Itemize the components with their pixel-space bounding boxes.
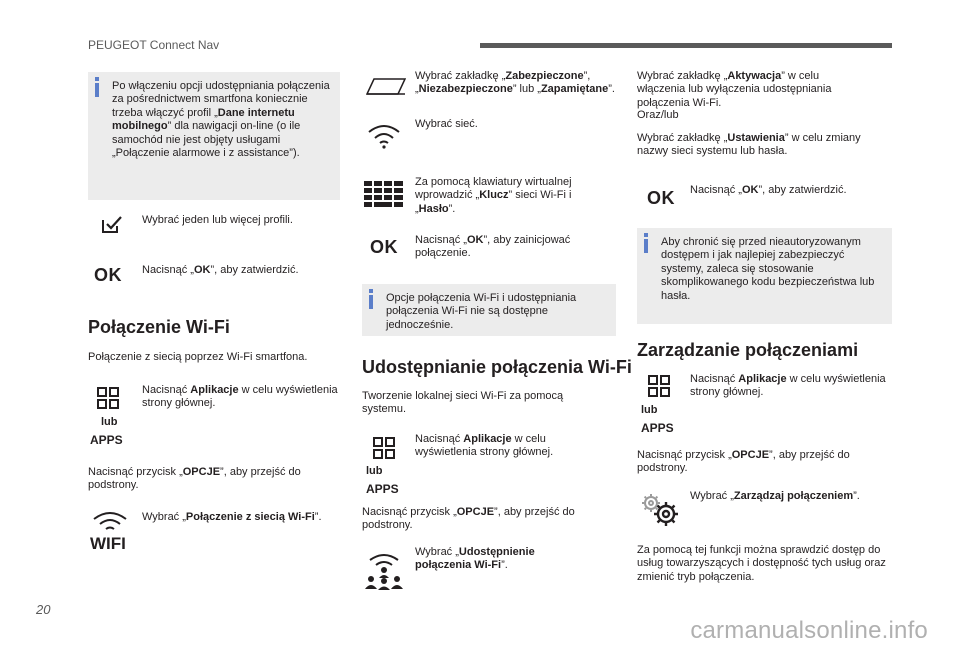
or-label: lub [101,416,118,428]
page-number: 20 [36,602,51,617]
section-heading-wifi: Połączenie Wi-Fi [88,317,230,337]
note-text: Aby chronić się przed nieautoryzowanym dostępem i jak najlepiej zabezpieczyć systemy, zaleca się stosowanie skomplikowanego kodu bezpieczeństwa lub hasła. [661,236,875,302]
step-select-network: Wybrać sieć. [415,118,478,130]
info-note [637,228,892,324]
step-select-tab: Wybrać zakładkę „Zabezpieczone”, „Niezabezpieczone” lub „Zapamiętane”. [415,70,615,96]
and-or-text: Oraz/lub [637,109,679,121]
settings-gears-icon [640,492,680,528]
wifi-icon [90,510,130,532]
note-text: Po włączeniu opcji udostępniania połączenia za pośrednictwem smartfona koniecznie trzeba włączyć profil „ [112,80,330,119]
info-icon [95,83,99,97]
step-settings-tab: Wybrać zakładkę „Ustawienia” w celu zmiany nazwy sieci systemu lub hasła. [637,132,861,158]
apps-label-icon: APPS [641,421,674,435]
header-bar [480,43,892,48]
or-label: lub [641,404,658,416]
step-apps: Nacisnąć Aplikacje w celu wyświetlenia strony głównej. [142,384,338,410]
info-note [88,72,340,200]
step-options: Nacisnąć przycisk „OPCJE”, aby przejść do podstrony. [88,466,301,492]
keyboard-icon [364,180,404,208]
step-ok-confirm: Nacisnąć „OK”, aby zatwierdzić. [690,184,847,196]
hotspot-share-icon [364,550,404,590]
apps-grid-icon [647,374,671,398]
wifi-signal-icon [366,122,402,150]
apps-grid-icon [372,436,396,460]
apps-label-icon: APPS [90,433,123,447]
apps-label-icon: APPS [366,482,399,496]
step-activation-tab: Wybrać zakładkę „Aktywacja” w celu włączenia lub wyłączenia udostępniania połączenia Wi-Fi. [637,70,832,109]
ok-icon: OK [647,188,675,208]
note-text-end: ” dla nawigacji on-line (o ile samochód nie jest objęty usługami „Połączenie alarmowe i z assistance”). [112,120,301,160]
running-header: PEUGEOT Connect Nav [88,38,220,52]
hotspot-intro: Tworzenie lokalnej sieci Wi-Fi za pomocą systemu. [362,390,564,416]
step-select-profiles: Wybrać jeden lub więcej profili. [142,214,293,226]
step-wifi-connect: Wybrać „Połączenie z siecią Wi-Fi”. [142,511,322,523]
watermark: carmanualsonline.info [690,617,928,644]
step-ok-confirm: Nacisnąć „OK”, aby zatwierdzić. [142,264,299,276]
step-manage-connection: Wybrać „Zarządzaj połączeniem”. [690,490,860,502]
ok-icon: OK [370,237,398,257]
info-icon [644,239,648,253]
step-select-share: Wybrać „Udostępnienie połączenia Wi-Fi”. [415,546,535,572]
wifi-label-icon: WIFI [90,534,126,553]
note-text: Opcje połączenia Wi-Fi i udostępniania połączenia Wi-Fi nie są dostępne jednocześnie. [386,292,577,331]
step-options: Nacisnąć przycisk „OPCJE”, aby przejść do podstrony. [362,506,575,532]
info-note [362,284,616,336]
step-enter-key: Za pomocą klawiatury wirtualnej wprowadzić „Klucz” sieci Wi-Fi i „Hasło”. [415,176,572,215]
step-apps: Nacisnąć Aplikacje w celu wyświetlenia strony głównej. [415,433,554,459]
info-icon [369,295,373,309]
checkbox-icon [100,215,124,235]
manage-description: Za pomocą tej funkcji można sprawdzić dostęp do usług towarzyszących i dostępność tych usług oraz zmienić tryb połączenia. [637,544,886,583]
wifi-intro: Połączenie z siecią poprzez Wi-Fi smartfona. [88,351,308,363]
apps-grid-icon [96,386,120,410]
step-apps: Nacisnąć Aplikacje w celu wyświetlenia strony głównej. [690,373,886,399]
section-heading-hotspot: Udostępnianie połączenia Wi-Fi [362,357,632,377]
tabs-icon [366,76,406,96]
note-bold: Dane internetu mobilnego [112,106,295,133]
ok-icon: OK [94,265,122,285]
step-ok-connect: Nacisnąć „OK”, aby zainicjować połączenie. [415,234,571,260]
section-heading-connections: Zarządzanie połączeniami [637,340,859,360]
step-options: Nacisnąć przycisk „OPCJE”, aby przejść do podstrony. [637,449,850,475]
or-label: lub [366,465,383,477]
